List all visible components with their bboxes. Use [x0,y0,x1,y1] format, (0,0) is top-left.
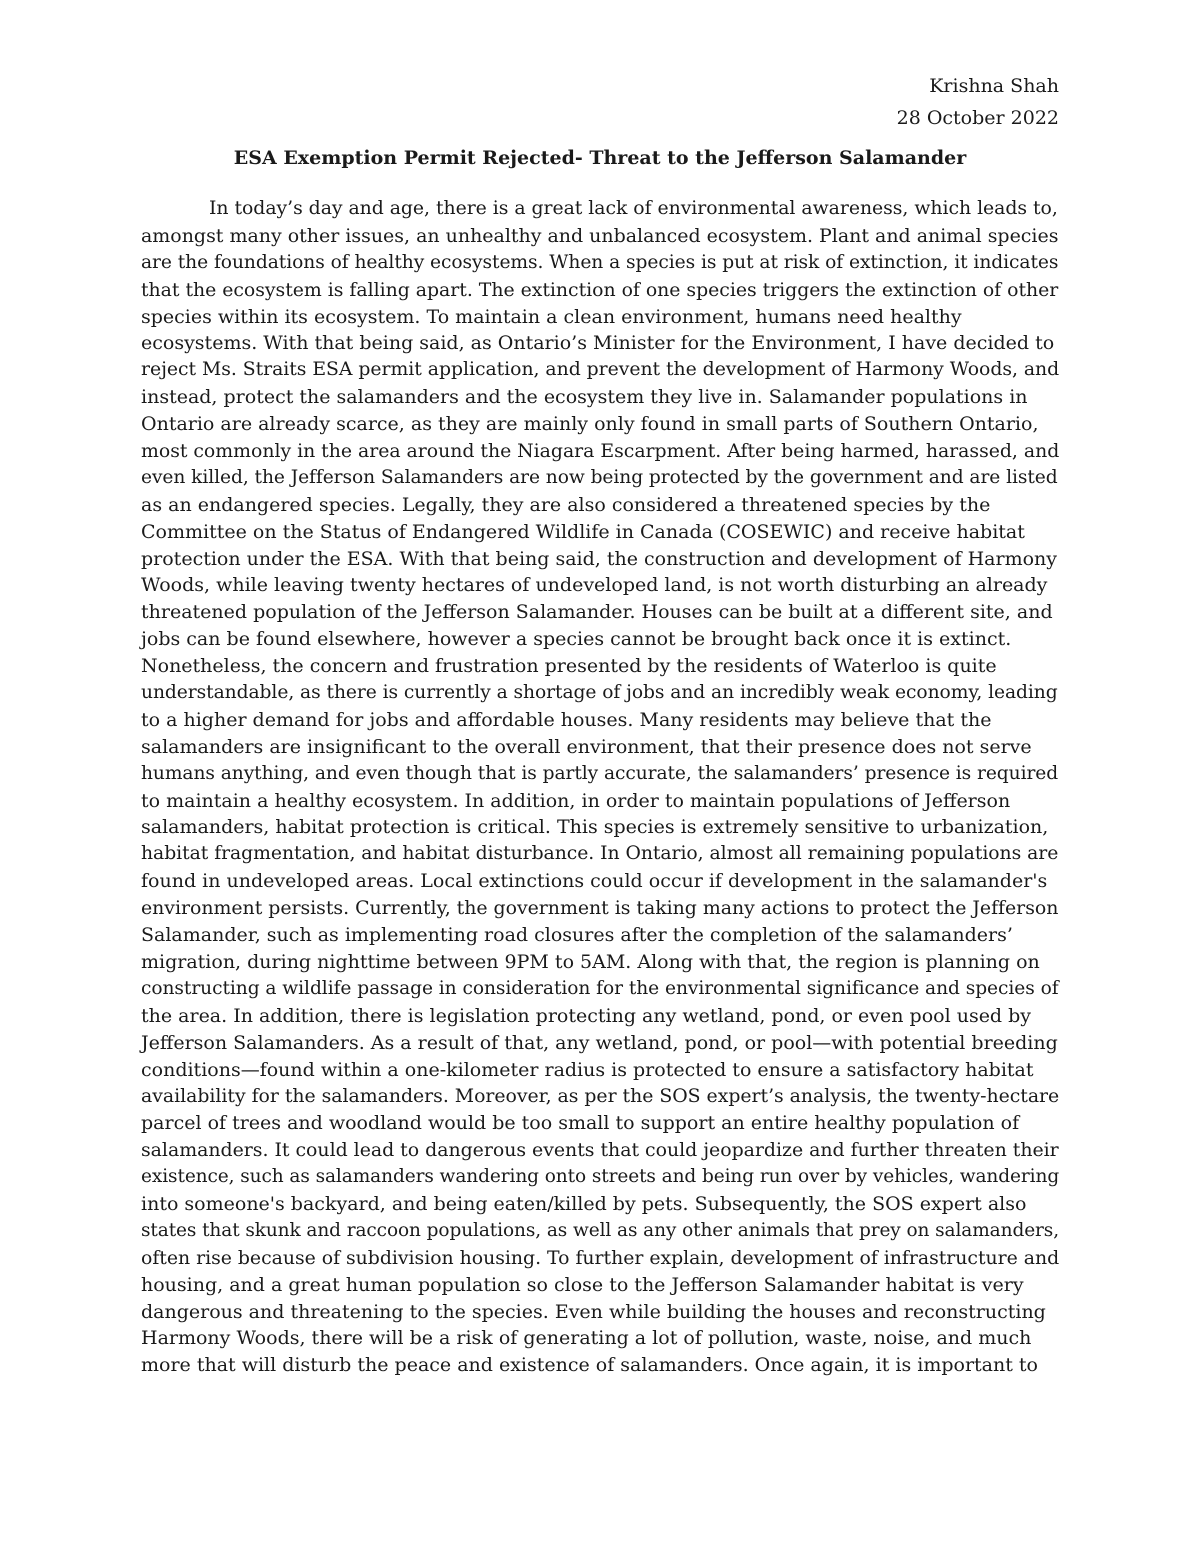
body-line: constructing a wildlife passage in consideration for the environmental significance and species of [141,977,1059,999]
body-line: Nonetheless, the concern and frustration presented by the residents of Waterloo is quite [141,655,997,678]
body-line: salamanders. It could lead to dangerous events that could jeopardize and further threaten their [141,1139,1059,1162]
body-line: conditions—found within a one-kilometer radius is protected to ensure a satisfactory habitat [141,1058,1034,1081]
body-line: are the foundations of healthy ecosystems. When a species is put at risk of extinction, it indicates [141,251,1059,273]
body-line: ecosystems. With that being said, as Ontario’s Minister for the Environment, I have decided to [141,332,1055,355]
body-line: Salamander, such as implementing road closures after the completion of the salamanders’ [141,924,1013,947]
body-line: In today’s day and age, there is a great lack of environmental awareness, which leads to, [209,198,1058,219]
body-line: threatened population of the Jefferson Salamander. Houses can be built at a different site, and [141,601,1053,624]
body-line: Harmony Woods, there will be a risk of generating a lot of pollution, waste, noise, and much [141,1327,1032,1350]
body-line: migration, during nighttime between 9PM to 5AM. Along with that, the region is planning on [141,950,1040,973]
body-line: jobs can be found elsewhere, however a species cannot be brought back once it is extinct. [141,628,1012,651]
body-line: protection under the ESA. With that being said, the construction and development of Harmony [141,547,1058,570]
document-title: ESA Exemption Permit Rejected- Threat to the Jefferson Salamander [233,147,967,169]
body-line: most commonly in the area around the Niagara Escarpment. After being harmed, harassed, and [141,440,1060,463]
body-line: amongst many other issues, an unhealthy and unbalanced ecosystem. Plant and animal species [141,224,1059,247]
body-line: habitat fragmentation, and habitat disturbance. In Ontario, almost all remaining populations are [141,843,1059,865]
body-line: species within its ecosystem. To maintain a clean environment, humans need healthy [141,305,962,328]
body-line: even killed, the Jefferson Salamanders are now being protected by the government and are listed [141,466,1058,488]
body-line: more that will disturb the peace and existence of salamanders. Once again, it is important to [141,1354,1038,1377]
body-line: salamanders are insignificant to the overall environment, that their presence does not serve [141,735,1032,758]
body-line: states that skunk and raccoon populations, as well as any other animals that prey on salamanders, [141,1219,1060,1241]
body-line: that the ecosystem is falling apart. The extinction of one species triggers the extinction of other [141,278,1059,301]
author-name: Krishna Shah [929,75,1059,97]
body-line: Woods, while leaving twenty hectares of undeveloped land, is not worth disturbing an already [141,574,1048,597]
body-line: to a higher demand for jobs and affordable houses. Many residents may believe that the [141,708,992,731]
body-line: the area. In addition, there is legislation protecting any wetland, pond, or even pool used by [141,1004,1032,1027]
body-line: parcel of trees and woodland would be too small to support an entire healthy population of [141,1112,1020,1135]
body-line: Committee on the Status of Endangered Wildlife in Canada (COSEWIC) and receive habitat [141,520,1025,543]
body-line: often rise because of subdivision housing. To further explain, development of infrastructure and [141,1246,1060,1269]
body-paragraph [141,196,1059,1379]
body-line: reject Ms. Straits ESA permit application, and prevent the development of Harmony Woods, and [141,359,1060,381]
body-line: existence, such as salamanders wandering onto streets and being run over by vehicles, wandering [141,1166,1060,1188]
body-line: instead, protect the salamanders and the ecosystem they live in. Salamander populations in [141,386,1028,409]
body-line: as an endangered species. Legally, they are also considered a threatened species by the [141,493,991,516]
body-line: to maintain a healthy ecosystem. In addition, in order to maintain populations of Jefferson [141,789,1011,812]
document-date: 28 October 2022 [896,107,1059,129]
body-line: environment persists. Currently, the government is taking many actions to protect the Jefferson [141,897,1059,920]
body-line: understandable, as there is currently a shortage of jobs and an incredibly weak economy, leading [141,682,1058,704]
body-line: dangerous and threatening to the species. Even while building the houses and reconstructing [141,1300,1046,1323]
body-line: housing, and a great human population so close to the Jefferson Salamander habitat is very [141,1273,1024,1296]
body-line: availability for the salamanders. Moreover, as per the SOS expert’s analysis, the twenty-hectare [141,1085,1060,1108]
body-line: humans anything, and even though that is partly accurate, the salamanders’ presence is required [141,762,1059,784]
body-line: into someone's backyard, and being eaten/killed by pets. Subsequently, the SOS expert also [141,1192,1027,1215]
document-header [897,70,1059,134]
body-line: found in undeveloped areas. Local extinctions could occur if development in the salamander's [141,870,1048,893]
body-line: salamanders, habitat protection is critical. This species is extremely sensitive to urbanization, [141,816,1049,839]
body-line: Ontario are already scarce, as they are mainly only found in small parts of Southern Ontario, [141,413,1039,436]
body-line: Jefferson Salamanders. As a result of that, any wetland, pond, or pool—with potential breeding [141,1031,1058,1054]
